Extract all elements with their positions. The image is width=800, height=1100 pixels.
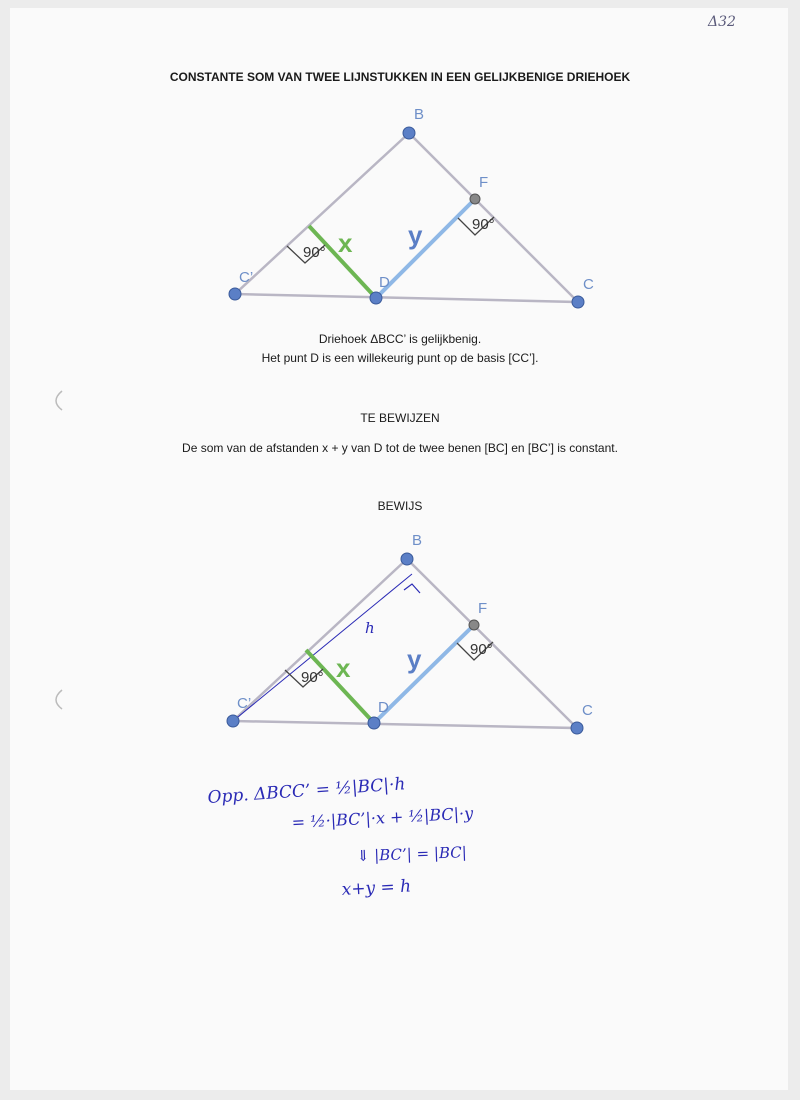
label-c: C [583, 276, 594, 293]
caption-line-2: Het punt D is een willekeurig punt op de basis [CC’]. [261, 351, 539, 365]
handwritten-proof [207, 774, 475, 900]
point-d [370, 292, 382, 304]
right-angle-mark-h [404, 584, 420, 593]
point-d-2 [368, 717, 380, 729]
claim-heading: TE BEWIJZEN [360, 411, 440, 425]
point-c [572, 296, 584, 308]
page-title: CONSTANTE SOM VAN TWEE LIJNSTUKKEN IN EEN GELIJKBENIGE DRIEHOEK [169, 70, 631, 84]
triangle-bcc [235, 133, 578, 302]
point-c-2 [571, 722, 583, 734]
angle-label-y: 90° [472, 216, 495, 233]
figure-1 [229, 106, 594, 308]
point-cp [229, 288, 241, 300]
label-y-2: y [407, 644, 422, 674]
proof-line-3: ⇓ |BC’| = |BC| [356, 843, 468, 865]
label-d: D [379, 274, 390, 291]
label-h: h [365, 619, 375, 637]
punch-hole-top [56, 391, 62, 410]
label-f-2: F [478, 600, 488, 617]
angle-label-x-2: 90° [301, 669, 324, 686]
claim-text: De som van de afstanden x + y van D tot de twee benen [BC] en [BC’] is constant. [182, 441, 618, 455]
punch-hole-bottom [56, 690, 62, 709]
proof-line-2: = ½·|BC’|·x + ½|BC|·y [291, 803, 474, 832]
label-cp-2: C’ [237, 695, 252, 712]
point-b-2 [401, 553, 413, 565]
caption-line-1: Driehoek ΔBCC’ is gelijkbenig. [318, 332, 482, 346]
angle-label-y-2: 90° [470, 641, 493, 658]
label-x: x [338, 228, 353, 258]
point-f [470, 194, 480, 204]
label-b: B [414, 106, 425, 123]
label-x-2: x [336, 653, 351, 683]
proof-heading: BEWIJS [377, 499, 423, 513]
label-c-2: C [582, 702, 593, 719]
proof-line-1: Opp. ΔBCC’ = ½|BC|·h [206, 774, 407, 808]
triangle-bcc-2 [233, 559, 577, 728]
proof-line-4: x+y = h [341, 876, 412, 900]
segment-y [376, 199, 475, 298]
page-number: Δ32 [708, 14, 736, 30]
angle-label-x: 90° [303, 244, 326, 261]
point-f-2 [469, 620, 479, 630]
point-b [403, 127, 415, 139]
label-cp: C’ [239, 269, 254, 286]
label-y: y [408, 220, 423, 250]
point-cp-2 [227, 715, 239, 727]
segment-y-2 [374, 625, 474, 723]
label-f: F [479, 174, 489, 191]
figure-2 [227, 532, 593, 734]
label-b-2: B [412, 532, 423, 549]
label-d-2: D [378, 699, 389, 716]
